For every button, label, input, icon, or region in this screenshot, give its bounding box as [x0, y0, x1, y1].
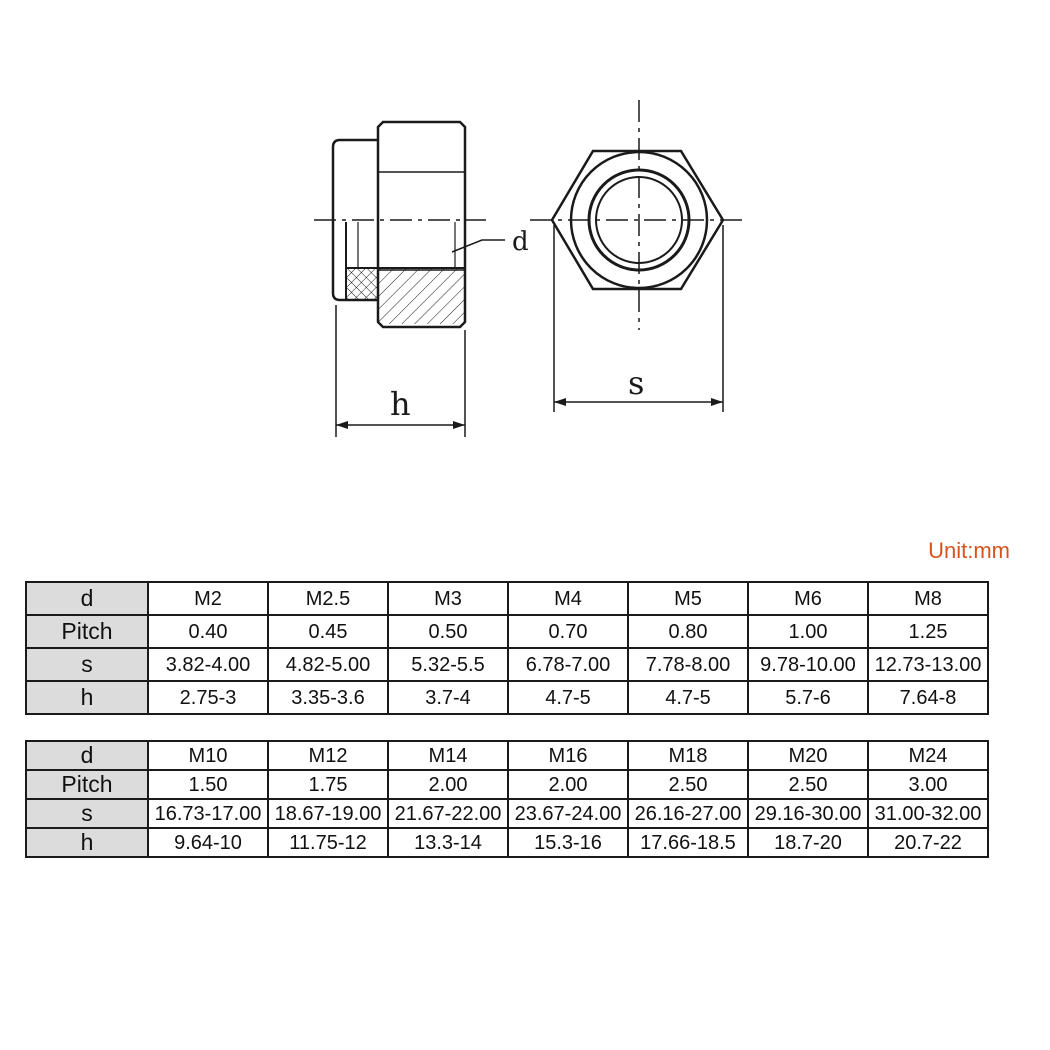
- table-cell: 29.16-30.00: [748, 799, 868, 828]
- table-cell: 0.50: [388, 615, 508, 648]
- table-cell: M12: [268, 741, 388, 770]
- table-cell: 23.67-24.00: [508, 799, 628, 828]
- table-cell: 2.00: [388, 770, 508, 799]
- table-cell: 0.45: [268, 615, 388, 648]
- table-cell: M5: [628, 582, 748, 615]
- table-cell: 0.80: [628, 615, 748, 648]
- table-cell: M4: [508, 582, 628, 615]
- unit-label: Unit:mm: [928, 538, 1010, 563]
- table-cell: 15.3-16: [508, 828, 628, 857]
- table-cell: M24: [868, 741, 988, 770]
- spec-table-1: [25, 581, 989, 715]
- table-cell: M18: [628, 741, 748, 770]
- table-row: [26, 615, 988, 648]
- table-cell: 18.67-19.00: [268, 799, 388, 828]
- table-row: [26, 648, 988, 681]
- label-s: s: [628, 364, 645, 402]
- table-cell: 5.32-5.5: [388, 648, 508, 681]
- table-cell: 3.7-4: [388, 681, 508, 714]
- table-cell: 1.50: [148, 770, 268, 799]
- table-cell: 4.7-5: [628, 681, 748, 714]
- table-row: [26, 770, 988, 799]
- table-cell: 4.7-5: [508, 681, 628, 714]
- table-cell: M16: [508, 741, 628, 770]
- table-cell: 1.25: [868, 615, 988, 648]
- table-cell: 3.00: [868, 770, 988, 799]
- row-label: h: [26, 828, 148, 857]
- table-cell: 5.7-6: [748, 681, 868, 714]
- table-cell: 0.40: [148, 615, 268, 648]
- table-cell: 2.75-3: [148, 681, 268, 714]
- table-cell: 2.00: [508, 770, 628, 799]
- table-cell: M6: [748, 582, 868, 615]
- row-label: d: [26, 741, 148, 770]
- table-cell: 16.73-17.00: [148, 799, 268, 828]
- table-row: [26, 741, 988, 770]
- row-label: s: [26, 648, 148, 681]
- table-cell: 2.50: [628, 770, 748, 799]
- table-cell: M2: [148, 582, 268, 615]
- table-cell: 9.78-10.00: [748, 648, 868, 681]
- spec-table-2: [25, 740, 989, 858]
- label-h: h: [390, 385, 411, 423]
- table-cell: 3.82-4.00: [148, 648, 268, 681]
- label-d: d: [512, 227, 529, 257]
- table-cell: 26.16-27.00: [628, 799, 748, 828]
- table-row: [26, 681, 988, 714]
- table-cell: 21.67-22.00: [388, 799, 508, 828]
- table-row: [26, 828, 988, 857]
- table-cell: M14: [388, 741, 508, 770]
- table-cell: 4.82-5.00: [268, 648, 388, 681]
- table-row: [26, 799, 988, 828]
- table-cell: 6.78-7.00: [508, 648, 628, 681]
- row-label: s: [26, 799, 148, 828]
- table-cell: 3.35-3.6: [268, 681, 388, 714]
- table-cell: 20.7-22: [868, 828, 988, 857]
- table-cell: 7.64-8: [868, 681, 988, 714]
- table-cell: 12.73-13.00: [868, 648, 988, 681]
- table-cell: M20: [748, 741, 868, 770]
- table-cell: 1.75: [268, 770, 388, 799]
- table-cell: 0.70: [508, 615, 628, 648]
- table-cell: 18.7-20: [748, 828, 868, 857]
- table-cell: 11.75-12: [268, 828, 388, 857]
- table-cell: 17.66-18.5: [628, 828, 748, 857]
- row-label: Pitch: [26, 615, 148, 648]
- row-label: d: [26, 582, 148, 615]
- row-label: h: [26, 681, 148, 714]
- table-row: [26, 582, 988, 615]
- table-cell: 2.50: [748, 770, 868, 799]
- nut-technical-drawing: [0, 0, 1050, 520]
- table-cell: M8: [868, 582, 988, 615]
- row-label: Pitch: [26, 770, 148, 799]
- table-cell: M3: [388, 582, 508, 615]
- table-cell: 9.64-10: [148, 828, 268, 857]
- table-cell: M2.5: [268, 582, 388, 615]
- table-cell: 31.00-32.00: [868, 799, 988, 828]
- table-cell: M10: [148, 741, 268, 770]
- table-cell: 7.78-8.00: [628, 648, 748, 681]
- table-cell: 1.00: [748, 615, 868, 648]
- table-cell: 13.3-14: [388, 828, 508, 857]
